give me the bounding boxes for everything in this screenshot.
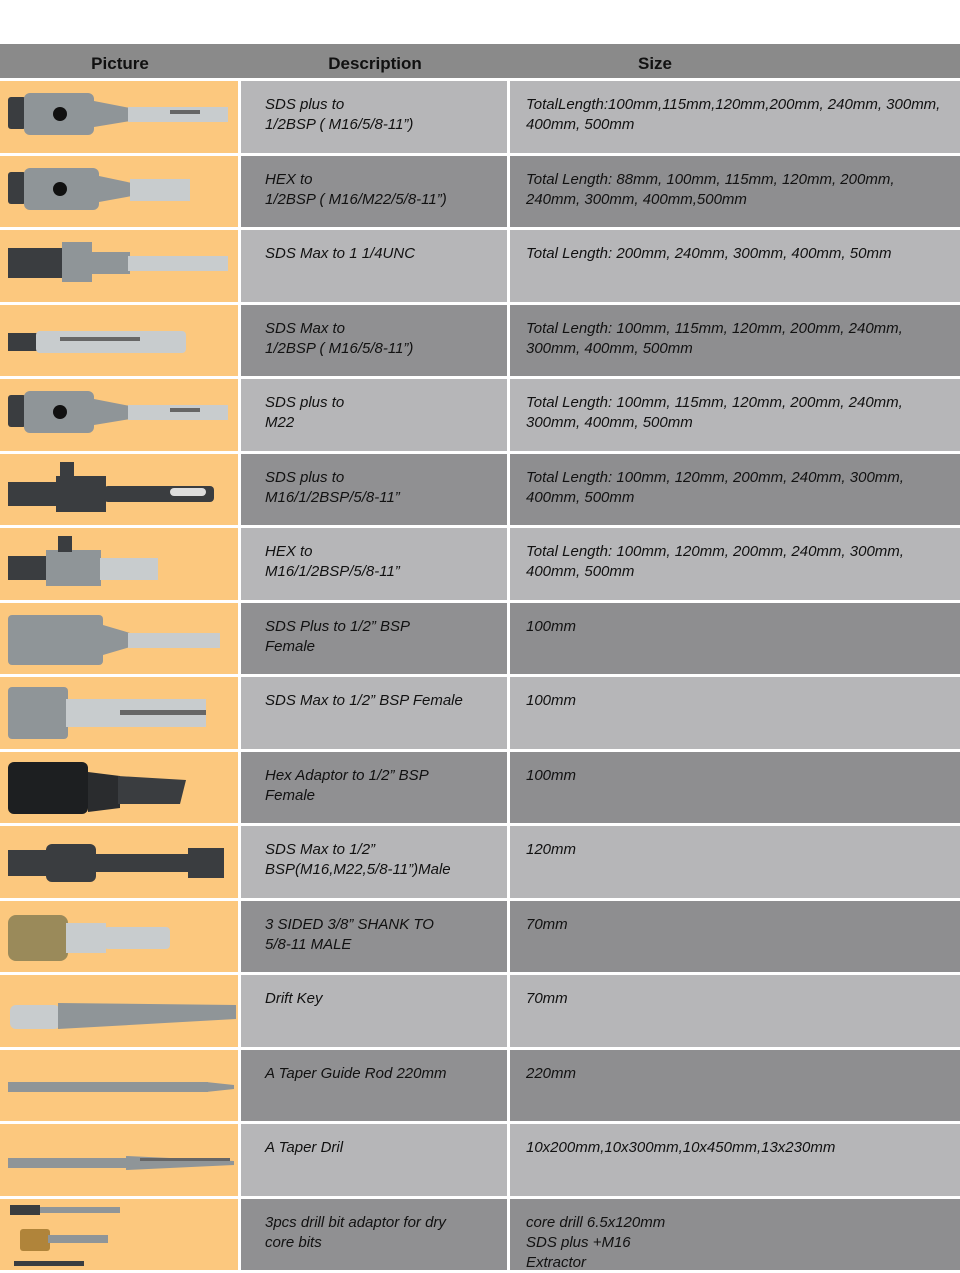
sds-max-long-adaptor-icon [0,305,238,377]
sds-plus-adaptor-icon [0,81,238,153]
description-text: SDS plus to M16/1/2BSP/5/8-11” [265,468,507,508]
table-header [0,44,960,81]
size-cell [510,603,960,675]
size-text: Total Length: 100mm, 115mm, 120mm, 200mm, 240mm, 300mm, 400mm, 500mm [526,319,960,359]
table-row [0,975,960,1050]
table-row [0,677,960,752]
size-text: 70mm [526,989,960,1009]
size-cell [510,81,960,153]
description-cell [241,528,510,600]
description-cell [241,1124,510,1196]
drift-key-icon [0,975,238,1047]
table-row [0,156,960,231]
picture-cell [0,454,241,526]
picture-cell [0,81,241,153]
size-cell [510,230,960,302]
sds-plus-female-adaptor-icon [0,603,238,675]
size-text: TotalLength:100mm,115mm,120mm,200mm, 240mm, 300mm, 400mm, 500mm [526,95,960,135]
description-text: 3 SIDED 3/8” SHANK TO 5/8-11 MALE [265,915,507,955]
description-text: SDS Max to 1/2” BSP(M16,M22,5/8-11”)Male [265,840,507,880]
three-sided-shank-icon [0,901,238,973]
size-cell [510,1124,960,1196]
size-text: 70mm [526,915,960,935]
size-text: Total Length: 200mm, 240mm, 300mm, 400mm, 50mm [526,244,960,264]
size-text: 120mm [526,840,960,860]
drill-bit-set-icon [0,1199,238,1271]
picture-cell [0,1124,241,1196]
sds-plus-threaded-adaptor-icon [0,454,238,526]
size-cell [510,1050,960,1122]
table-row [0,379,960,454]
table-row [0,1050,960,1125]
description-cell [241,603,510,675]
table-row [0,603,960,678]
size-text: 100mm [526,617,960,637]
table-row [0,81,960,156]
sds-max-female-adaptor-icon [0,677,238,749]
table-row [0,454,960,529]
description-text: A Taper Guide Rod 220mm [265,1064,507,1084]
table-row [0,752,960,827]
description-cell [241,752,510,824]
picture-cell [0,156,241,228]
size-cell [510,305,960,377]
description-cell [241,1050,510,1122]
size-cell [510,901,960,973]
table-body [0,81,960,1273]
description-text: 3pcs drill bit adaptor for dry core bits [265,1213,507,1253]
table-row [0,826,960,901]
description-text: HEX to M16/1/2BSP/5/8-11” [265,542,507,582]
header-description: Description [240,44,510,78]
description-cell [241,156,510,228]
taper-guide-rod-icon [0,1050,238,1122]
taper-drill-icon [0,1124,238,1196]
picture-cell [0,677,241,749]
size-text: Total Length: 100mm, 120mm, 200mm, 240mm, 300mm, 400mm, 500mm [526,468,960,508]
description-text: HEX to 1/2BSP ( M16/M22/5/8-11”) [265,170,507,210]
description-cell [241,677,510,749]
picture-cell [0,379,241,451]
description-cell [241,379,510,451]
description-text: Hex Adaptor to 1/2” BSP Female [265,766,507,806]
description-cell [241,1199,510,1271]
size-cell [510,454,960,526]
description-cell [241,305,510,377]
description-text: SDS plus to M22 [265,393,507,433]
size-text: Total Length: 100mm, 115mm, 120mm, 200mm, 240mm, 300mm, 400mm, 500mm [526,393,960,433]
table-row [0,305,960,380]
size-cell [510,975,960,1047]
size-text: core drill 6.5x120mm SDS plus +M16 Extractor [526,1213,960,1273]
size-text: 100mm [526,766,960,786]
size-cell [510,528,960,600]
picture-cell [0,1199,241,1271]
picture-cell [0,603,241,675]
picture-cell [0,305,241,377]
sds-max-adaptor-icon [0,230,238,302]
description-cell [241,81,510,153]
sds-max-male-adaptor-icon [0,826,238,898]
header-picture: Picture [0,44,240,78]
sds-plus-adaptor-icon [0,379,238,451]
size-text: Total Length: 88mm, 100mm, 115mm, 120mm, 200mm, 240mm, 300mm, 400mm,500mm [526,170,960,210]
picture-cell [0,1050,241,1122]
hex-adaptor-icon [0,156,238,228]
size-text: 10x200mm,10x300mm,10x450mm,13x230mm [526,1138,960,1158]
table-row [0,230,960,305]
hex-threaded-adaptor-icon [0,528,238,600]
picture-cell [0,230,241,302]
size-cell [510,1199,960,1271]
description-text: SDS plus to 1/2BSP ( M16/5/8-11”) [265,95,507,135]
description-cell [241,454,510,526]
size-cell [510,677,960,749]
picture-cell [0,901,241,973]
description-text: SDS Max to 1/2BSP ( M16/5/8-11”) [265,319,507,359]
picture-cell [0,826,241,898]
picture-cell [0,975,241,1047]
description-text: SDS Max to 1 1/4UNC [265,244,507,264]
size-cell [510,379,960,451]
description-text: SDS Plus to 1/2” BSP Female [265,617,507,657]
table-row [0,1124,960,1199]
size-text: 100mm [526,691,960,711]
header-size: Size [510,44,800,78]
description-cell [241,975,510,1047]
table-row [0,901,960,976]
hex-female-adaptor-icon [0,752,238,824]
size-cell [510,826,960,898]
size-cell [510,752,960,824]
picture-cell [0,528,241,600]
size-text: Total Length: 100mm, 120mm, 200mm, 240mm, 300mm, 400mm, 500mm [526,542,960,582]
size-text: 220mm [526,1064,960,1084]
product-table [0,44,960,1273]
description-text: A Taper Dril [265,1138,507,1158]
size-cell [510,156,960,228]
description-cell [241,901,510,973]
table-row [0,1199,960,1273]
description-text: Drift Key [265,989,507,1009]
description-cell [241,230,510,302]
description-cell [241,826,510,898]
table-row [0,528,960,603]
description-text: SDS Max to 1/2” BSP Female [265,691,507,711]
picture-cell [0,752,241,824]
